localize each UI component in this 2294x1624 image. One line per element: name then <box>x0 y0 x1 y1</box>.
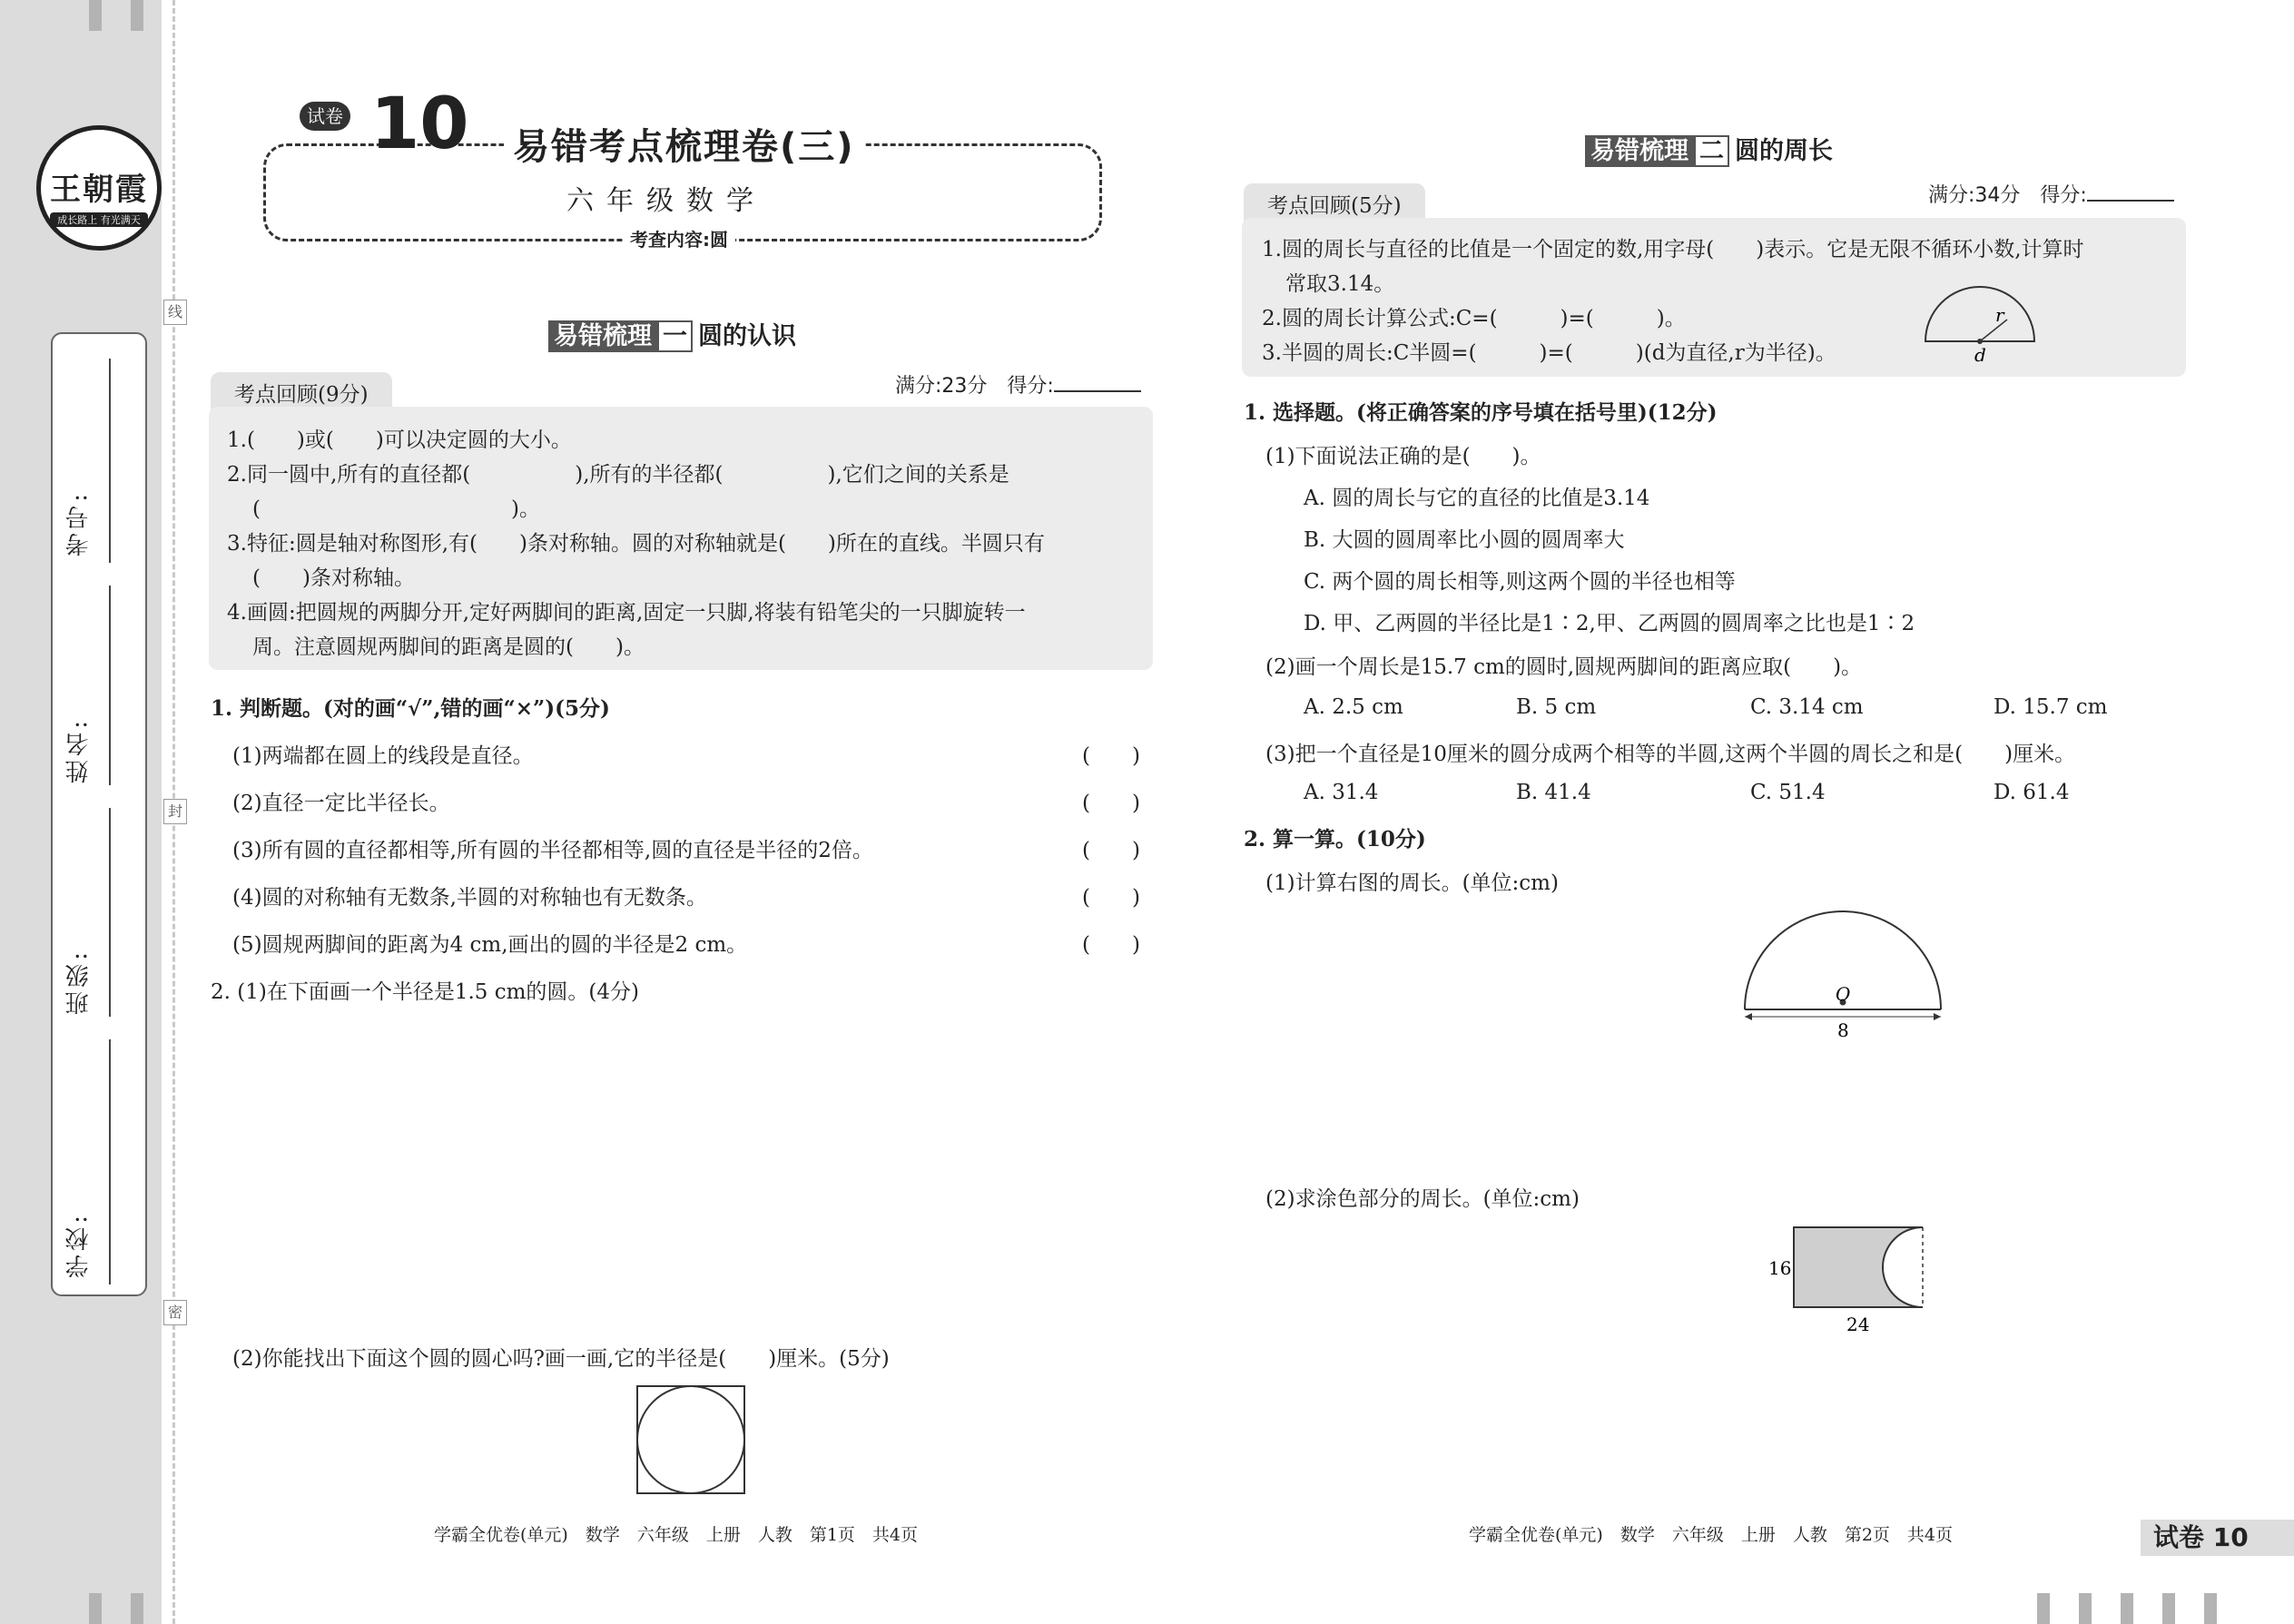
height-label: 16 <box>1768 1257 1792 1279</box>
choice-option[interactable]: C. 两个圆的周长相等,则这两个圆的半径也相等 <box>1304 570 1736 594</box>
field-line[interactable] <box>109 1039 111 1284</box>
tick-mark <box>131 1593 143 1624</box>
question-title: 2. 算一算。(10分) <box>1244 827 1426 851</box>
choice-subquestion: (2)画一个周长是15.7 cm的圆时,圆规两脚间的距离应取( )。 <box>1265 655 1863 679</box>
review-line: 周。注意圆规两脚间的距离是圆的( )。 <box>252 635 645 659</box>
score-blank[interactable] <box>1054 390 1141 392</box>
answer-paren[interactable]: ( ) <box>1082 744 1140 768</box>
answer-paren[interactable]: ( ) <box>1082 792 1140 815</box>
choice-option[interactable]: D. 61.4 <box>1994 781 2070 804</box>
logo-slogan: 成长路上 有光满天 <box>50 212 148 227</box>
answer-paren[interactable]: ( ) <box>1082 933 1140 957</box>
review-line: 2.同一圆中,所有的直径都( ),所有的半径都( ),它们之间的关系是 <box>227 463 1009 487</box>
question-2-part-2: (2)你能找出下面这个圆的圆心吗?画一画,它的半径是( )厘米。(5分) <box>232 1347 890 1371</box>
review-line: 常取3.14。 <box>1285 272 1395 296</box>
tick-mark <box>2037 1593 2050 1624</box>
tick-mark <box>2162 1593 2175 1624</box>
circle-in-square-figure[interactable] <box>635 1384 748 1497</box>
question-title: 1. 判断题。(对的画“√”,错的画“×”)(5分) <box>211 696 610 721</box>
radius-label: r <box>1995 304 2004 326</box>
brand-logo <box>36 125 162 251</box>
field-line[interactable] <box>109 808 111 1017</box>
judge-item: (3)所有圆的直径都相等,所有圆的半径都相等,圆的直径是半径的2倍。 <box>232 839 873 862</box>
review-line: ( )条对称轴。 <box>252 566 415 590</box>
paper-label: 试卷 <box>300 102 350 131</box>
judge-item: (5)圆规两脚间的距离为4 cm,画出的圆的半径是2 cm。 <box>232 933 748 957</box>
diameter-label: d <box>1974 344 1986 365</box>
page-footer-right: 学霸全优卷(单元) 数学 六年级 上册 人教 第2页 共4页 <box>1469 1525 1954 1545</box>
tick-mark <box>89 1593 102 1624</box>
section-badge-2 <box>1585 131 1833 166</box>
tick-mark <box>2121 1593 2133 1624</box>
score-line <box>1928 180 2174 208</box>
review-line: 3.半圆的周长:C半圆=( )=( )(d为直径,r为半径)。 <box>1262 341 1836 365</box>
review-line: 1.( )或( )可以决定圆的大小。 <box>227 428 572 452</box>
semicircle-review-figure <box>1921 283 2039 365</box>
field-label-class: 班级: <box>65 949 93 1015</box>
base-length-label: 8 <box>1837 1019 1849 1041</box>
section-badge-1 <box>548 316 796 351</box>
badge-prefix: 易错梳理 <box>1585 135 1694 167</box>
choice-option[interactable]: B. 41.4 <box>1516 781 1591 804</box>
choice-option[interactable]: B. 大圆的圆周率比小圆的圆周率大 <box>1304 528 1625 552</box>
paper-number: 10 <box>370 84 469 165</box>
judge-item: (1)两端都在圆上的线段是直径。 <box>232 744 534 768</box>
calc-subquestion: (2)求涂色部分的周长。(单位:cm) <box>1265 1187 1580 1211</box>
score-blank[interactable] <box>2087 200 2174 202</box>
shaded-rectangle-figure <box>1761 1222 1930 1336</box>
choice-option[interactable]: C. 3.14 cm <box>1750 695 1864 719</box>
student-info-box <box>51 332 147 1296</box>
choice-subquestion: (1)下面说法正确的是( )。 <box>1265 445 1541 468</box>
choice-option[interactable]: B. 5 cm <box>1516 695 1597 719</box>
question-2-part-1: 2. (1)在下面画一个半径是1.5 cm的圆。(4分) <box>211 980 639 1004</box>
drawing-area[interactable] <box>232 989 1140 1307</box>
paper-corner-tag: 试卷 10 <box>2141 1520 2294 1556</box>
logo-name: 王朝霞 <box>50 172 148 208</box>
badge-number: 一 <box>657 320 693 352</box>
choice-option[interactable]: C. 51.4 <box>1750 781 1826 804</box>
calc-subquestion: (1)计算右图的周长。(单位:cm) <box>1265 871 1559 895</box>
tick-mark <box>2204 1593 2217 1624</box>
choice-option[interactable]: A. 31.4 <box>1304 781 1379 804</box>
review-tab: 考点回顾(5分) <box>1244 183 1425 224</box>
field-label-exam-number: 考号: <box>65 490 93 556</box>
review-line: 4.画圆:把圆规的两脚分开,定好两脚间的距离,固定一只脚,将装有铅笔尖的一只脚旋转一 <box>227 601 1026 625</box>
badge-prefix: 易错梳理 <box>548 320 657 352</box>
badge-number: 二 <box>1694 135 1729 167</box>
choice-subquestion: (3)把一个直径是10厘米的圆分成两个相等的半圆,这两个半圆的周长之和是( )厘米。 <box>1265 743 2076 766</box>
score-text: 满分:23分 得分: <box>895 375 1054 398</box>
exam-scope: 考查内容:圆 <box>623 225 735 251</box>
tick-mark <box>131 0 143 31</box>
cut-mark: 线 <box>163 300 187 325</box>
cut-mark: 封 <box>163 799 187 824</box>
review-line: 2.圆的周长计算公式:C=( )=( )。 <box>1262 307 1686 330</box>
page-title: 易错考点梳理卷(三) <box>504 118 864 170</box>
field-line[interactable] <box>109 586 111 785</box>
review-line: 1.圆的周长与直径的比值是一个固定的数,用字母( )表示。它是无限不循环小数,计算时 <box>1262 238 2084 261</box>
choice-option[interactable]: D. 甲、乙两圆的半径比是1∶2,甲、乙两圆的圆周率之比也是1∶2 <box>1304 612 1915 635</box>
center-label: O <box>1836 983 1851 1005</box>
answer-paren[interactable]: ( ) <box>1082 886 1140 910</box>
question-title: 1. 选择题。(将正确答案的序号填在括号里)(12分) <box>1244 400 1718 425</box>
tick-mark <box>89 0 102 31</box>
cut-mark: 密 <box>163 1300 187 1325</box>
field-label-school: 学校: <box>65 1212 93 1278</box>
field-line[interactable] <box>109 359 111 563</box>
badge-title: 圆的周长 <box>1735 137 1833 165</box>
field-label-name: 姓名: <box>65 717 93 783</box>
tick-mark <box>2079 1593 2092 1624</box>
judge-item: (4)圆的对称轴有无数条,半圆的对称轴也有无数条。 <box>232 886 707 910</box>
review-tab: 考点回顾(9分) <box>211 372 392 413</box>
score-text: 满分:34分 得分: <box>1928 184 2087 207</box>
semicircle-figure <box>1736 906 1950 1042</box>
choice-option[interactable]: A. 2.5 cm <box>1304 695 1403 719</box>
review-line: 3.特征:圆是轴对称图形,有( )条对称轴。圆的对称轴就是( )所在的直线。半圆只有 <box>227 532 1045 556</box>
subject-title: 六年级数学 <box>566 185 766 217</box>
answer-paren[interactable]: ( ) <box>1082 839 1140 862</box>
page-footer-left: 学霸全优卷(单元) 数学 六年级 上册 人教 第1页 共4页 <box>434 1525 919 1545</box>
judge-item: (2)直径一定比半径长。 <box>232 792 450 815</box>
badge-title: 圆的认识 <box>698 322 796 350</box>
review-line: ( )。 <box>252 497 540 521</box>
width-label: 24 <box>1846 1314 1870 1335</box>
score-line <box>895 370 1141 399</box>
choice-option[interactable]: A. 圆的周长与它的直径的比值是3.14 <box>1304 487 1650 510</box>
choice-option[interactable]: D. 15.7 cm <box>1994 695 2108 719</box>
